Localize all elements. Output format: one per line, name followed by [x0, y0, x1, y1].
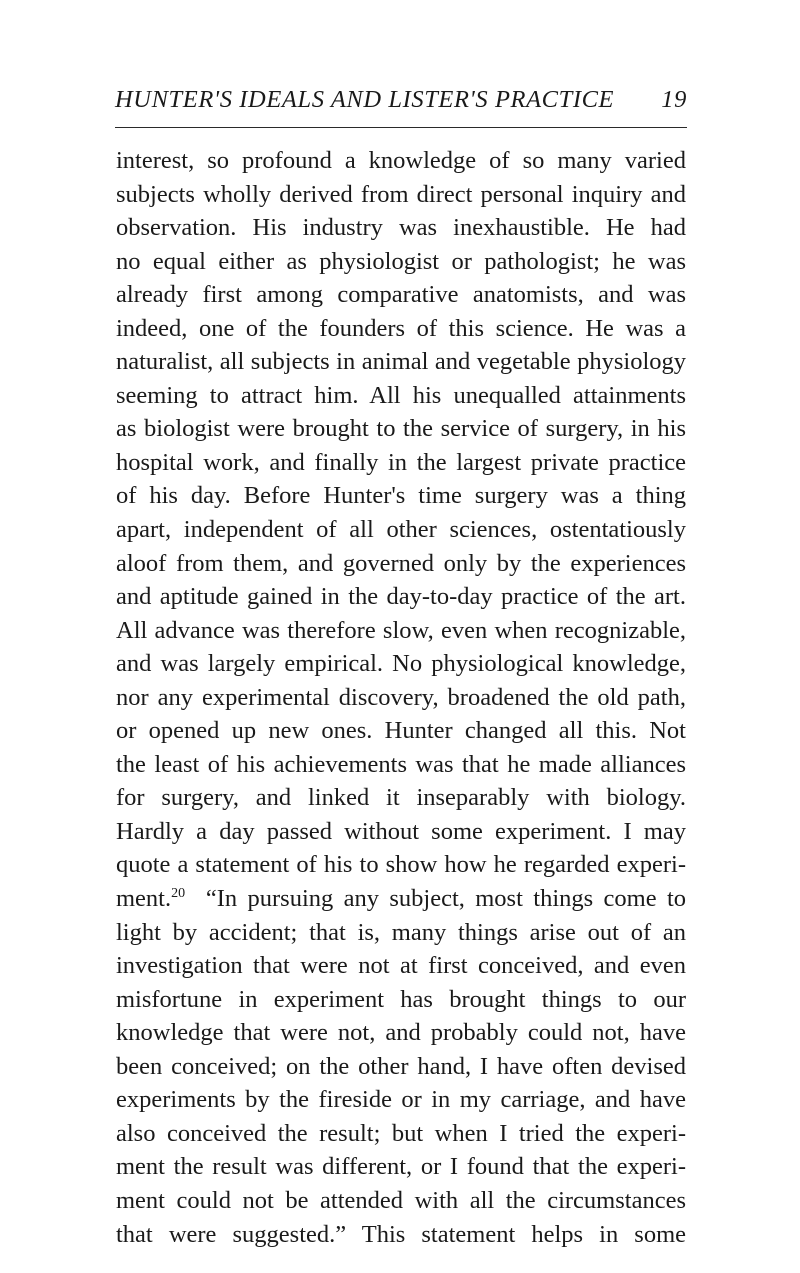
text-line: light by accident; that is, many things arise out of an: [116, 918, 686, 946]
text-line: as biologist were brought to the service of surgery, in his: [116, 415, 686, 443]
text-line: subjects wholly derived from direct personal inquiry and: [116, 180, 686, 208]
text-line: the least of his achievements was that he made alliances: [116, 750, 686, 778]
text-line: aloof from them, and governed only by the experiences: [116, 549, 686, 577]
text-line: hospital work, and finally in the largest private practice: [116, 448, 686, 476]
text-line: also conceived the result; but when I tried the experi-: [116, 1119, 686, 1147]
text-line: already first among comparative anatomists, and was: [116, 281, 686, 309]
text-fragment: “In pursuing any subject, most things come to: [205, 885, 686, 913]
running-title: HUNTER'S IDEALS AND LISTER'S PRACTICE: [115, 86, 615, 113]
text-line: knowledge that were not, and probably could not, have: [116, 1019, 686, 1047]
text-line: and aptitude gained in the day-to-day practice of the art.: [116, 583, 686, 611]
text-line: experiments by the fireside or in my carriage, and have: [116, 1086, 686, 1114]
text-line: observation. His industry was inexhaustible. He had: [116, 214, 686, 242]
running-head: [115, 86, 687, 120]
text-line: of his day. Before Hunter's time surgery was a thing: [116, 482, 686, 510]
page-number: 19: [661, 86, 687, 113]
text-line: nor any experimental discovery, broadened the old path,: [116, 683, 686, 711]
text-line: no equal either as physiologist or pathologist; he was: [116, 247, 686, 275]
text-line: that were suggested.” This statement helps in some: [116, 1220, 686, 1248]
footnote-reference: 20: [171, 886, 186, 902]
text-fragment: ment.: [116, 885, 172, 913]
text-line: or opened up new ones. Hunter changed all this. Not: [116, 717, 686, 745]
text-line: ment the result was different, or I found that the experi-: [116, 1153, 686, 1181]
text-line: interest, so profound a knowledge of so many varied: [116, 147, 686, 174]
text-line: investigation that were not at first conceived, and even: [116, 952, 686, 980]
header-rule: [115, 127, 687, 128]
text-line: ment could not be attended with all the circumstances: [116, 1186, 686, 1214]
text-line: naturalist, all subjects in animal and vegetable physiology: [116, 348, 686, 376]
text-line: quote a statement of his to show how he regarded experi-: [116, 851, 686, 879]
text-line-with-footnote: [116, 882, 686, 916]
text-line: been conceived; on the other hand, I have often devised: [116, 1052, 686, 1080]
text-line: All advance was therefore slow, even when recognizable,: [116, 616, 686, 644]
text-line: indeed, one of the founders of this science. He was a: [116, 314, 686, 342]
text-line: and was largely empirical. No physiological knowledge,: [116, 650, 686, 678]
text-line: for surgery, and linked it inseparably with biology.: [116, 784, 686, 812]
text-line: Hardly a day passed without some experiment. I may: [116, 817, 686, 845]
text-line: apart, independent of all other sciences, ostentatiously: [116, 516, 686, 544]
text-line: seeming to attract him. All his unequalled attainments: [116, 381, 686, 409]
text-line: misfortune in experiment has brought things to our: [116, 985, 686, 1013]
body-paragraph: [116, 144, 686, 1251]
